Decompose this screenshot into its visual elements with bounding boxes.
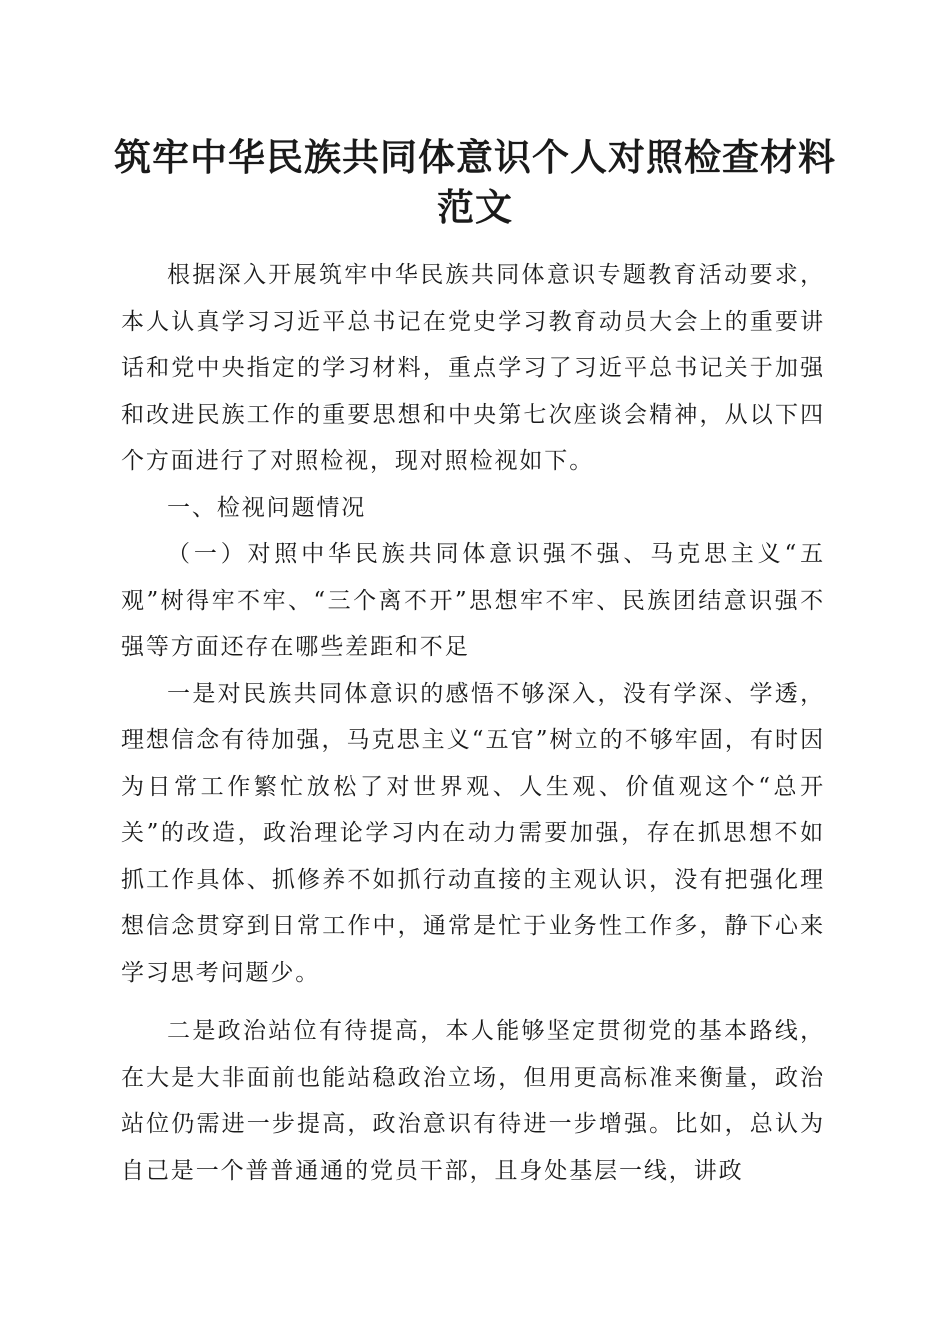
point-paragraph-2: 二是政治站位有待提高，本人能够坚定贯彻党的基本路线，在大是大非面前也能站稳政治立场，但用更高标准来衡量，政治站位仍需进一步提高，政治意识有待进一步增强。比如，总认为自己是一个普普通通的党员干部，且身处基层一线，讲政 — [121, 1018, 825, 1184]
section-heading-1: 一、检视问题情况 — [167, 494, 367, 521]
point-paragraph-1: 一是对民族共同体意识的感悟不够深入，没有学深、学透，理想信念有待加强，马克思主义“五官”树立的不够牢固，有时因为日常工作繁忙放松了对世界观、人生观、价值观这个“总开关”的改造，政治理论学习内在动力需要加强，存在抓思想不如抓工作具体、抓修养不如抓行动直接的主观认识，没有把强化理想信念贯穿到日常工作中，通常是忙于业务性工作多，静下心来学习思考问题少。 — [121, 680, 825, 986]
intro-paragraph: 根据深入开展筑牢中华民族共同体意识专题教育活动要求，本人认真学习习近平总书记在党史学习教育动员大会上的重要讲话和党中央指定的学习材料，重点学习了习近平总书记关于加强和改进民族工作的重要思想和中央第七次座谈会精神，从以下四个方面进行了对照检视，现对照检视如下。 — [121, 262, 825, 474]
document-title: 筑牢中华民族共同体意识个人对照检查材料范文 — [114, 135, 836, 229]
subsection-heading-1: （一）对照中华民族共同体意识强不强、马克思主义“五观”树得牢不牢、“三个离不开”思想牢不牢、民族团结意识强不强等方面还存在哪些差距和不足 — [121, 541, 825, 660]
document-body — [121, 252, 825, 1194]
